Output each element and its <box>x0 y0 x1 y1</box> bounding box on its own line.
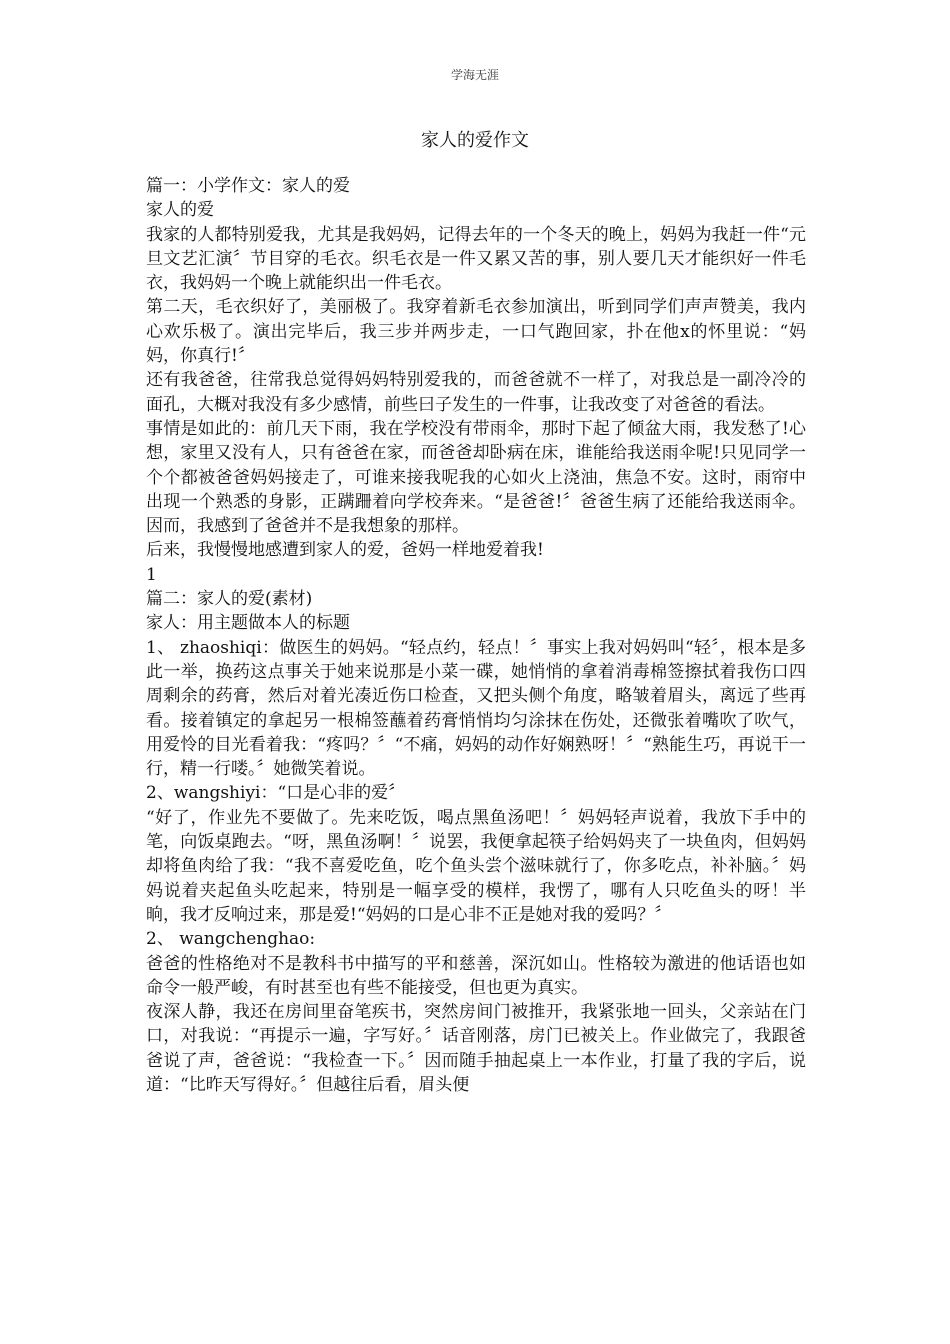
section-heading-1: 篇一：小学作文：家人的爱 <box>146 176 350 196</box>
paragraph: 后来，我慢慢地感遭到家人的爱，爸妈一样地爱着我! <box>146 540 544 561</box>
paragraph: 我家的人都特别爱我，尤其是我妈妈，记得去年的一个冬天的晚上，妈妈为我赶一件“元旦文艺汇演〞节目穿的毛衣。织毛衣是一件又累又苦的事，别人要几天才能织好一件毛衣，我妈妈一个晚上就能织出一件毛衣。 <box>146 224 806 294</box>
document-body <box>146 174 806 1097</box>
paragraph: 爸爸的性格绝对不是教科书中描写的平和慈善，深沉如山。性格较为激进的他话语也如命令一般严峻，有时甚至也有些不能接受，但也更为真实。 <box>146 953 806 998</box>
paragraph: 2、 wangchenghao: <box>146 929 316 950</box>
subheading: 家人：用主题做本人的标题 <box>146 613 350 634</box>
paragraph: 1、 zhaoshiqi：做医生的妈妈。“轻点约，轻点！〞事实上我对妈妈叫“轻〞，根本是多此一举，换药这点事关于她来说那是小菜一碟，她悄悄的拿着消毒棉签擦拭着我伤口四周剩余的药膏，然后对着光凑近伤口检查，又把头侧个角度，略皱着眉头，离远了些再看。接着镇定的拿起另一根棉签蘸着药膏悄悄均匀涂抹在伤处，还微张着嘴吹了吹气，用爱怜的目光看着我：“疼吗？〞“不痛，妈妈的动作好娴熟呀！〞“熟能生巧，再说干一行，精一行喽。〞她微笑着说。 <box>146 637 806 780</box>
page-header: 学海无涯 <box>450 68 499 82</box>
document-title: 家人的爱作文 <box>421 130 529 151</box>
subheading: 家人的爱 <box>146 200 214 221</box>
paragraph: 第二天，毛衣织好了，美丽极了。我穿着新毛衣参加演出，听到同学们声声赞美，我内心欢乐极了。演出完毕后，我三步并两步走，一口气跑回家，扑在他x的怀里说：“妈妈，你真行!〞 <box>146 297 806 367</box>
paragraph: 事情是如此的：前几天下雨，我在学校没有带雨伞，那时下起了倾盆大雨，我发愁了!心想，家里又没有人，只有爸爸在家，而爸爸却卧病在床，谁能给我送雨伞呢!只见同学一个个都被爸爸妈妈接走了，可谁来接我呢我的心如火上浇油，焦急不安。这时，雨帘中出现一个熟悉的身影，正蹒跚着向学校奔来。“是爸爸!〞爸爸生病了还能给我送雨伞。因而，我感到了爸爸并不是我想象的那样。 <box>146 418 806 537</box>
paragraph: “好了，作业先不要做了。先来吃饭，喝点黑鱼汤吧！〞妈妈轻声说着，我放下手中的笔，向饭桌跑去。“呀，黑鱼汤啊！〞说罢，我便拿起筷子给妈妈夹了一块鱼肉，但妈妈却将鱼肉给了我：“我不喜爱吃鱼，吃个鱼头尝个滋味就行了，你多吃点，补补脑。〞妈妈说着夹起鱼头吃起来，特别是一幅享受的模样，我愣了，哪有人只吃鱼头的呀！半晌，我才反响过来，那是爱!“妈妈的口是心非不正是她对我的爱吗？〞 <box>146 807 806 925</box>
section-heading-2: 篇二：家人的爱(素材) <box>146 589 313 610</box>
paragraph: 夜深人静，我还在房间里奋笔疾书，突然房间门被推开，我紧张地一回头，父亲站在门口，对我说：“再提示一遍，字写好。〞话音刚落，房门已被关上。作业做完了，我跟爸爸说了声，爸爸说：“我检查一下。〞因而随手抽起桌上一本作业，打量了我的字后，说道：“比昨天写得好。〞但越往后看，眉头便 <box>146 1002 806 1095</box>
page-number: 1 <box>146 564 157 585</box>
paragraph: 2、wangshiyi：“口是心非的爱〞 <box>146 783 406 804</box>
paragraph: 还有我爸爸，往常我总觉得妈妈特别爱我的，而爸爸就不一样了，对我总是一副冷冷的面孔，大概对我没有多少感情，前些曰子发生的一件事，让我改变了对爸爸的看法。 <box>146 370 806 415</box>
